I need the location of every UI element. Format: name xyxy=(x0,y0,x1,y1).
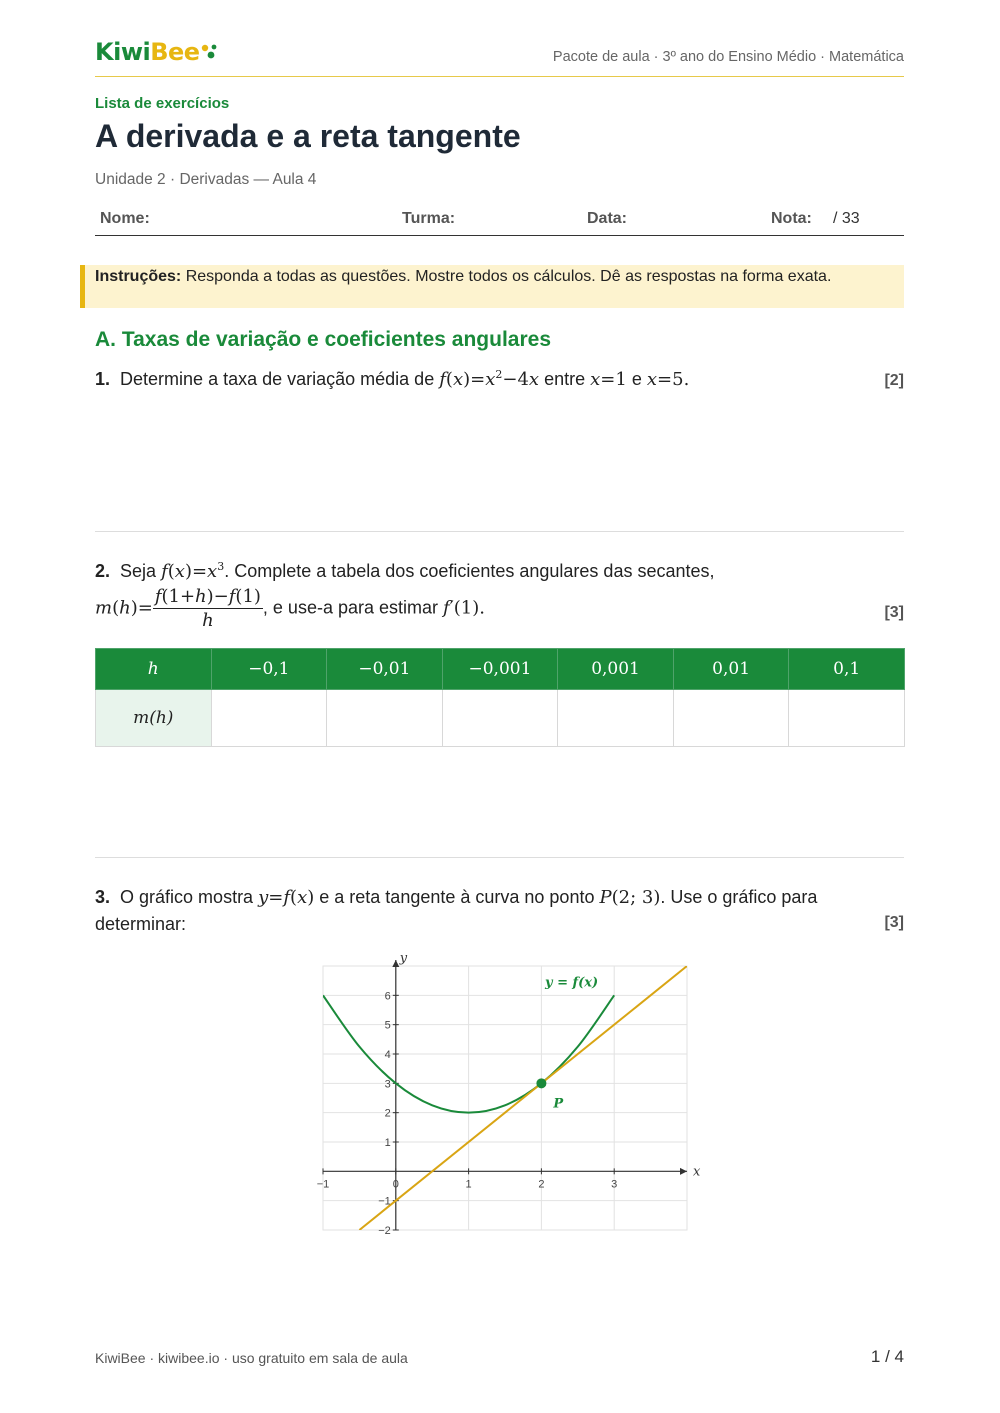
question-3: 3. O gráfico mostra y=f(x) e a reta tangente à curva no ponto P(2; 3). Use o gráfico para determinar: xyxy=(95,887,818,934)
header-divider xyxy=(95,76,904,77)
instructions-accent-bar xyxy=(80,265,85,308)
y-tick-label: −2 xyxy=(378,1225,391,1237)
logo-bee-text: Bee xyxy=(150,38,200,66)
m-row-label: m(h) xyxy=(96,690,212,747)
page-title: A derivada e a reta tangente xyxy=(95,118,521,154)
h-value-cell: −0,1 xyxy=(211,649,327,690)
name-field-label: Nome: xyxy=(100,210,150,227)
tangent-line-series xyxy=(359,966,687,1230)
h-value-cell: 0,01 xyxy=(673,649,789,690)
y-tick-label: −1 xyxy=(378,1195,391,1208)
y-tick-label: 6 xyxy=(384,990,391,1003)
logo-kiwi-text: Kiwi xyxy=(95,38,151,66)
question-1-text-c: e xyxy=(631,369,642,389)
y-axis-label: y xyxy=(399,951,408,966)
y-tick-label: 5 xyxy=(384,1019,391,1032)
header-meta: Pacote de aula · 3º ano do Ensino Médio · Matemática xyxy=(552,49,904,65)
class-field-label: Turma: xyxy=(402,210,456,227)
x-tick-label: 0 xyxy=(392,1178,399,1191)
question-2-text-c: , e use-a para estimar xyxy=(262,597,438,618)
question-1: 1. Determine a taxa de variação média de $f(x)=x^2-4x$ entre x=1 e x=5. xyxy=(95,368,690,390)
question-2-marks: [3] xyxy=(884,604,904,621)
question-3-text-a: O gráfico mostra xyxy=(120,887,254,907)
question-1-number: 1. xyxy=(95,369,111,389)
question-2-text-a: Seja xyxy=(120,561,157,581)
h-value-cell: −0,001 xyxy=(442,649,558,690)
question-2-line-1: 2. Seja $f(x)=x^3$. Complete a tabela dos coeficientes angulares das secantes, xyxy=(95,560,715,582)
answer-cell[interactable] xyxy=(327,690,443,747)
page-number: 1 / 4 xyxy=(870,1347,904,1366)
sheet-kicker: Lista de exercícios xyxy=(95,95,230,112)
answer-space-divider-2 xyxy=(95,857,904,858)
y-tick-label: 4 xyxy=(384,1049,391,1061)
instructions-text xyxy=(95,265,885,288)
grade-field-label: Nota: xyxy=(771,210,812,227)
tangent-line-chart xyxy=(300,950,720,1240)
instructions-body: Responda a todas as questões. Mostre todos os cálculos. Dê as respostas na forma exata. xyxy=(185,268,832,285)
h-value-cell: 0,1 xyxy=(789,649,905,690)
plot-frame xyxy=(323,966,687,1230)
x-tick-label: 1 xyxy=(465,1178,472,1191)
x-axis-label: x xyxy=(693,1164,701,1180)
x-tick-label: −1 xyxy=(316,1178,330,1191)
footer-credit: KiwiBee · kiwibee.io · uso gratuito em sala de aula xyxy=(95,1350,408,1366)
answer-cell[interactable] xyxy=(789,690,905,747)
answer-cell[interactable] xyxy=(673,690,789,747)
point-p-label: P xyxy=(553,1096,564,1112)
x-tick-label: 2 xyxy=(538,1178,545,1191)
section-a-heading: A. Taxas de variação e coeficientes angulares xyxy=(95,328,552,351)
instructions-label: Instruções: xyxy=(95,268,182,285)
question-3-text-c: . Use o gráfico para determinar: xyxy=(95,887,818,934)
question-2-number: 2. xyxy=(95,561,111,581)
secant-slope-fraction: $\frac{f(1+h)-f(1)}{h}$ xyxy=(154,586,261,631)
answer-cell[interactable] xyxy=(211,690,327,747)
question-3-number: 3. xyxy=(95,887,111,907)
answer-cell[interactable] xyxy=(442,690,558,747)
question-1-text-a: Determine a taxa de variação média de xyxy=(120,369,435,389)
sheet-subtitle: Unidade 2 · Derivadas — Aula 4 xyxy=(95,171,317,188)
y-tick-label: 2 xyxy=(384,1107,391,1120)
question-2-line-2: m(h)= $\frac{f(1+h)-f(1)}{h}$ , e use-a para estimar f′(1). xyxy=(95,586,485,631)
curve-label: y = f(x) xyxy=(545,975,599,991)
h-value-cell: 0,001 xyxy=(558,649,674,690)
x-tick-label: 3 xyxy=(611,1178,618,1191)
question-1-text-b: entre xyxy=(544,369,586,389)
secant-slope-table xyxy=(95,648,905,747)
question-3-marks: [3] xyxy=(884,914,904,931)
answer-cell[interactable] xyxy=(558,690,674,747)
date-field-label: Data: xyxy=(587,210,628,227)
h-value-cell: −0,01 xyxy=(327,649,443,690)
table-answer-row xyxy=(96,690,905,747)
question-1-marks: [2] xyxy=(884,372,904,389)
question-2-text-b: . Complete a tabela dos coeficientes angulares das secantes, xyxy=(224,561,715,581)
question-3-text-b: e a reta tangente à curva no ponto xyxy=(319,887,595,907)
answer-space-divider-1 xyxy=(95,531,904,532)
grade-total: / 33 xyxy=(833,210,860,227)
y-axis-arrow xyxy=(392,960,399,967)
point-p-marker xyxy=(536,1078,546,1088)
x-axis-arrow xyxy=(680,1168,687,1175)
kiwibee-logo xyxy=(95,38,200,66)
y-tick-label: 1 xyxy=(384,1137,391,1149)
logo-dots-icon xyxy=(200,42,222,62)
h-column-header: h xyxy=(96,649,212,690)
table-header-row xyxy=(96,649,905,690)
student-fields xyxy=(95,207,904,236)
y-tick-label: 3 xyxy=(384,1078,391,1091)
